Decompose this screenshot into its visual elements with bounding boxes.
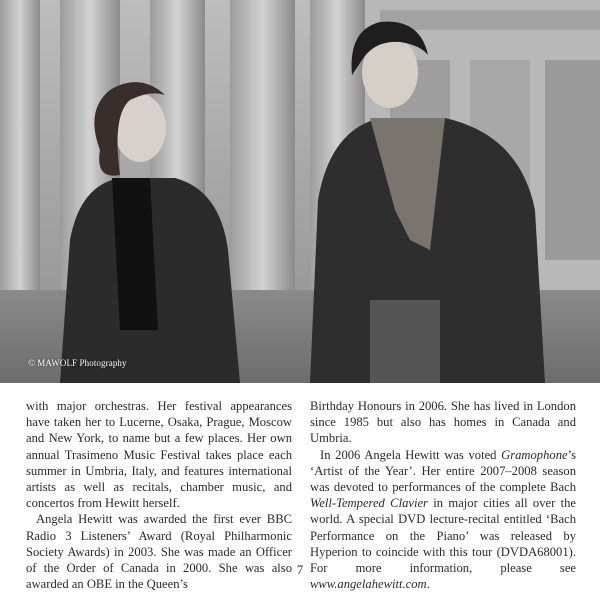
photo-credit: © MAWOLF Photography <box>28 358 127 368</box>
right-paragraph-2: In 2006 Angela Hewitt was voted Gramophone’s ‘Artist of the Year’. Her entire 2007–2008 season was devoted to performances of the complete Bach Well-Tempered Clavier in major cities all over the world. A special DVD lecture-recital entitled ‘Bach Performance on the Piano’ was released by Hyperion to coincide with this tour (DVDA68001). For more information, please see www.angelahewitt.com. <box>310 447 576 592</box>
right-paragraph-1: Birthday Honours in 2006. She has lived in London since 1985 but also has homes in Canada and Umbria. <box>310 399 576 446</box>
left-paragraph-1: with major orchestras. Her festival appearances have taken her to Lucerne, Osaka, Prague, Moscow and New York, to name but a few places. Her own annual Trasimeno Music Festival takes place each summer in Umbria, Italy, and features international artists as well as recitals, chamber music, and concertos from Hewitt herself. <box>26 399 292 511</box>
page-number: 7 <box>296 563 304 577</box>
website-link: www.angelahewitt.com <box>310 577 427 592</box>
left-paragraph-2: Angela Hewitt was awarded the first ever BBC Radio 3 Listeners’ Award (Royal Philharmonic Society Awards) in 2003. She was made an Officer of the Order of Canada in 2000. She was also awarded an OBE in the Queen’s <box>26 512 292 592</box>
